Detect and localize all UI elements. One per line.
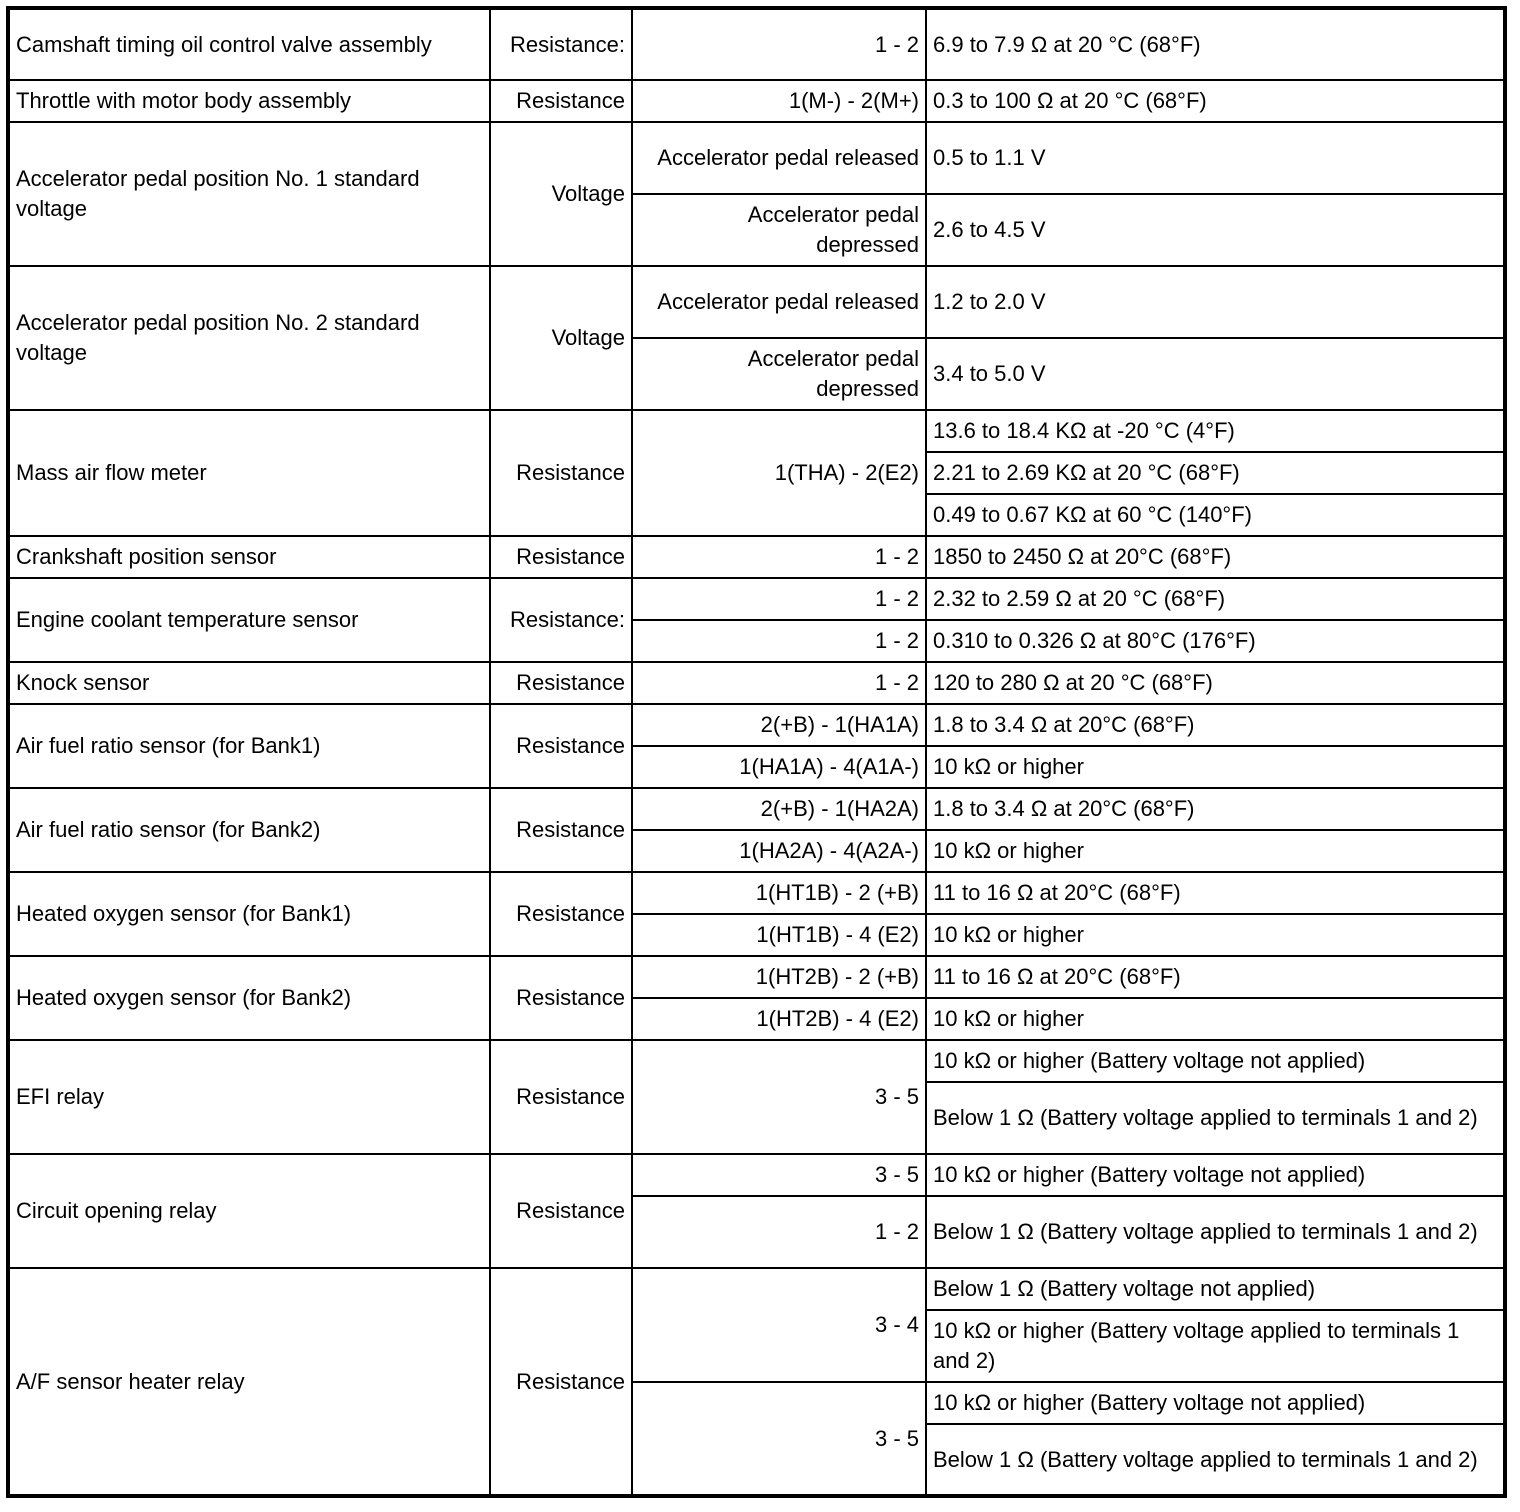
component-cell: Camshaft timing oil control valve assembly bbox=[8, 8, 490, 80]
condition-cell: 11 to 16 Ω at 20°C (68°F) bbox=[926, 872, 1505, 914]
condition-cell: 0.3 to 100 Ω at 20 °C (68°F) bbox=[926, 80, 1505, 122]
condition-cell: 11 to 16 Ω at 20°C (68°F) bbox=[926, 956, 1505, 998]
terminal-cell: 1 - 2 bbox=[632, 662, 926, 704]
condition-cell: 10 kΩ or higher bbox=[926, 998, 1505, 1040]
item-cell: Voltage bbox=[490, 266, 632, 410]
condition-cell: 13.6 to 18.4 KΩ at -20 °C (4°F) bbox=[926, 410, 1505, 452]
component-cell: Throttle with motor body assembly bbox=[8, 80, 490, 122]
condition-cell: 10 kΩ or higher (Battery voltage not applied) bbox=[926, 1382, 1505, 1424]
item-cell: Resistance bbox=[490, 1040, 632, 1154]
item-cell: Resistance bbox=[490, 536, 632, 578]
condition-cell: Below 1 Ω (Battery voltage applied to terminals 1 and 2) bbox=[926, 1196, 1505, 1268]
terminal-cell: 1(THA) - 2(E2) bbox=[632, 410, 926, 536]
terminal-cell: Accelerator pedal depressed bbox=[632, 194, 926, 266]
terminal-cell: 1 - 2 bbox=[632, 578, 926, 620]
terminal-cell: Accelerator pedal released bbox=[632, 122, 926, 194]
terminal-cell: 1 - 2 bbox=[632, 620, 926, 662]
terminal-cell: 1(M-) - 2(M+) bbox=[632, 80, 926, 122]
condition-cell: 0.310 to 0.326 Ω at 80°C (176°F) bbox=[926, 620, 1505, 662]
condition-cell: 120 to 280 Ω at 20 °C (68°F) bbox=[926, 662, 1505, 704]
component-cell: Heated oxygen sensor (for Bank1) bbox=[8, 872, 490, 956]
table-row bbox=[8, 704, 1505, 746]
item-cell: Resistance bbox=[490, 80, 632, 122]
item-cell: Resistance bbox=[490, 956, 632, 1040]
table-row bbox=[8, 122, 1505, 194]
table-row bbox=[8, 80, 1505, 122]
terminal-cell: 1(HT1B) - 4 (E2) bbox=[632, 914, 926, 956]
table-row bbox=[8, 1040, 1505, 1082]
item-cell: Resistance: bbox=[490, 8, 632, 80]
condition-cell: 2.21 to 2.69 KΩ at 20 °C (68°F) bbox=[926, 452, 1505, 494]
terminal-cell: 3 - 5 bbox=[632, 1040, 926, 1154]
component-cell: Engine coolant temperature sensor bbox=[8, 578, 490, 662]
table-row bbox=[8, 266, 1505, 338]
condition-cell: 0.5 to 1.1 V bbox=[926, 122, 1505, 194]
item-cell: Resistance: bbox=[490, 578, 632, 662]
condition-cell: 1.2 to 2.0 V bbox=[926, 266, 1505, 338]
table-row bbox=[8, 788, 1505, 830]
condition-cell: Below 1 Ω (Battery voltage applied to terminals 1 and 2) bbox=[926, 1424, 1505, 1496]
table-row bbox=[8, 578, 1505, 620]
terminal-cell: 1(HT2B) - 2 (+B) bbox=[632, 956, 926, 998]
condition-cell: Below 1 Ω (Battery voltage not applied) bbox=[926, 1268, 1505, 1310]
terminal-cell: 3 - 5 bbox=[632, 1154, 926, 1196]
condition-cell: 10 kΩ or higher bbox=[926, 746, 1505, 788]
condition-cell: 10 kΩ or higher bbox=[926, 830, 1505, 872]
terminal-cell: Accelerator pedal released bbox=[632, 266, 926, 338]
component-cell: Air fuel ratio sensor (for Bank2) bbox=[8, 788, 490, 872]
condition-cell: 1.8 to 3.4 Ω at 20°C (68°F) bbox=[926, 704, 1505, 746]
condition-cell: 10 kΩ or higher bbox=[926, 914, 1505, 956]
condition-cell: 3.4 to 5.0 V bbox=[926, 338, 1505, 410]
component-cell: Accelerator pedal position No. 1 standard voltage bbox=[8, 122, 490, 266]
table-row bbox=[8, 1268, 1505, 1310]
terminal-cell: 2(+B) - 1(HA1A) bbox=[632, 704, 926, 746]
table-row bbox=[8, 662, 1505, 704]
item-cell: Resistance bbox=[490, 1154, 632, 1268]
item-cell: Resistance bbox=[490, 1268, 632, 1496]
component-cell: A/F sensor heater relay bbox=[8, 1268, 490, 1496]
component-cell: Knock sensor bbox=[8, 662, 490, 704]
component-cell: Accelerator pedal position No. 2 standard voltage bbox=[8, 266, 490, 410]
component-cell: Air fuel ratio sensor (for Bank1) bbox=[8, 704, 490, 788]
spec-table-body bbox=[8, 8, 1505, 1496]
component-cell: Circuit opening relay bbox=[8, 1154, 490, 1268]
table-row bbox=[8, 872, 1505, 914]
item-cell: Resistance bbox=[490, 410, 632, 536]
table-row bbox=[8, 536, 1505, 578]
component-cell: Crankshaft position sensor bbox=[8, 536, 490, 578]
table-row bbox=[8, 1154, 1505, 1196]
terminal-cell: 1(HT2B) - 4 (E2) bbox=[632, 998, 926, 1040]
condition-cell: Below 1 Ω (Battery voltage applied to terminals 1 and 2) bbox=[926, 1082, 1505, 1154]
spec-table bbox=[6, 6, 1507, 1498]
terminal-cell: Accelerator pedal depressed bbox=[632, 338, 926, 410]
terminal-cell: 1(HA1A) - 4(A1A-) bbox=[632, 746, 926, 788]
component-cell: Mass air flow meter bbox=[8, 410, 490, 536]
component-cell: Heated oxygen sensor (for Bank2) bbox=[8, 956, 490, 1040]
terminal-cell: 1 - 2 bbox=[632, 536, 926, 578]
terminal-cell: 3 - 5 bbox=[632, 1382, 926, 1496]
item-cell: Resistance bbox=[490, 704, 632, 788]
condition-cell: 10 kΩ or higher (Battery voltage not applied) bbox=[926, 1040, 1505, 1082]
component-cell: EFI relay bbox=[8, 1040, 490, 1154]
item-cell: Resistance bbox=[490, 662, 632, 704]
condition-cell: 0.49 to 0.67 KΩ at 60 °C (140°F) bbox=[926, 494, 1505, 536]
condition-cell: 1850 to 2450 Ω at 20°C (68°F) bbox=[926, 536, 1505, 578]
terminal-cell: 1(HT1B) - 2 (+B) bbox=[632, 872, 926, 914]
item-cell: Resistance bbox=[490, 872, 632, 956]
condition-cell: 2.32 to 2.59 Ω at 20 °C (68°F) bbox=[926, 578, 1505, 620]
terminal-cell: 1 - 2 bbox=[632, 8, 926, 80]
table-row bbox=[8, 410, 1505, 452]
terminal-cell: 3 - 4 bbox=[632, 1268, 926, 1382]
condition-cell: 2.6 to 4.5 V bbox=[926, 194, 1505, 266]
table-row bbox=[8, 956, 1505, 998]
condition-cell: 1.8 to 3.4 Ω at 20°C (68°F) bbox=[926, 788, 1505, 830]
condition-cell: 10 kΩ or higher (Battery voltage applied to terminals 1 and 2) bbox=[926, 1310, 1505, 1382]
item-cell: Resistance bbox=[490, 788, 632, 872]
terminal-cell: 1(HA2A) - 4(A2A-) bbox=[632, 830, 926, 872]
item-cell: Voltage bbox=[490, 122, 632, 266]
condition-cell: 10 kΩ or higher (Battery voltage not applied) bbox=[926, 1154, 1505, 1196]
condition-cell: 6.9 to 7.9 Ω at 20 °C (68°F) bbox=[926, 8, 1505, 80]
terminal-cell: 2(+B) - 1(HA2A) bbox=[632, 788, 926, 830]
terminal-cell: 1 - 2 bbox=[632, 1196, 926, 1268]
table-row bbox=[8, 8, 1505, 80]
